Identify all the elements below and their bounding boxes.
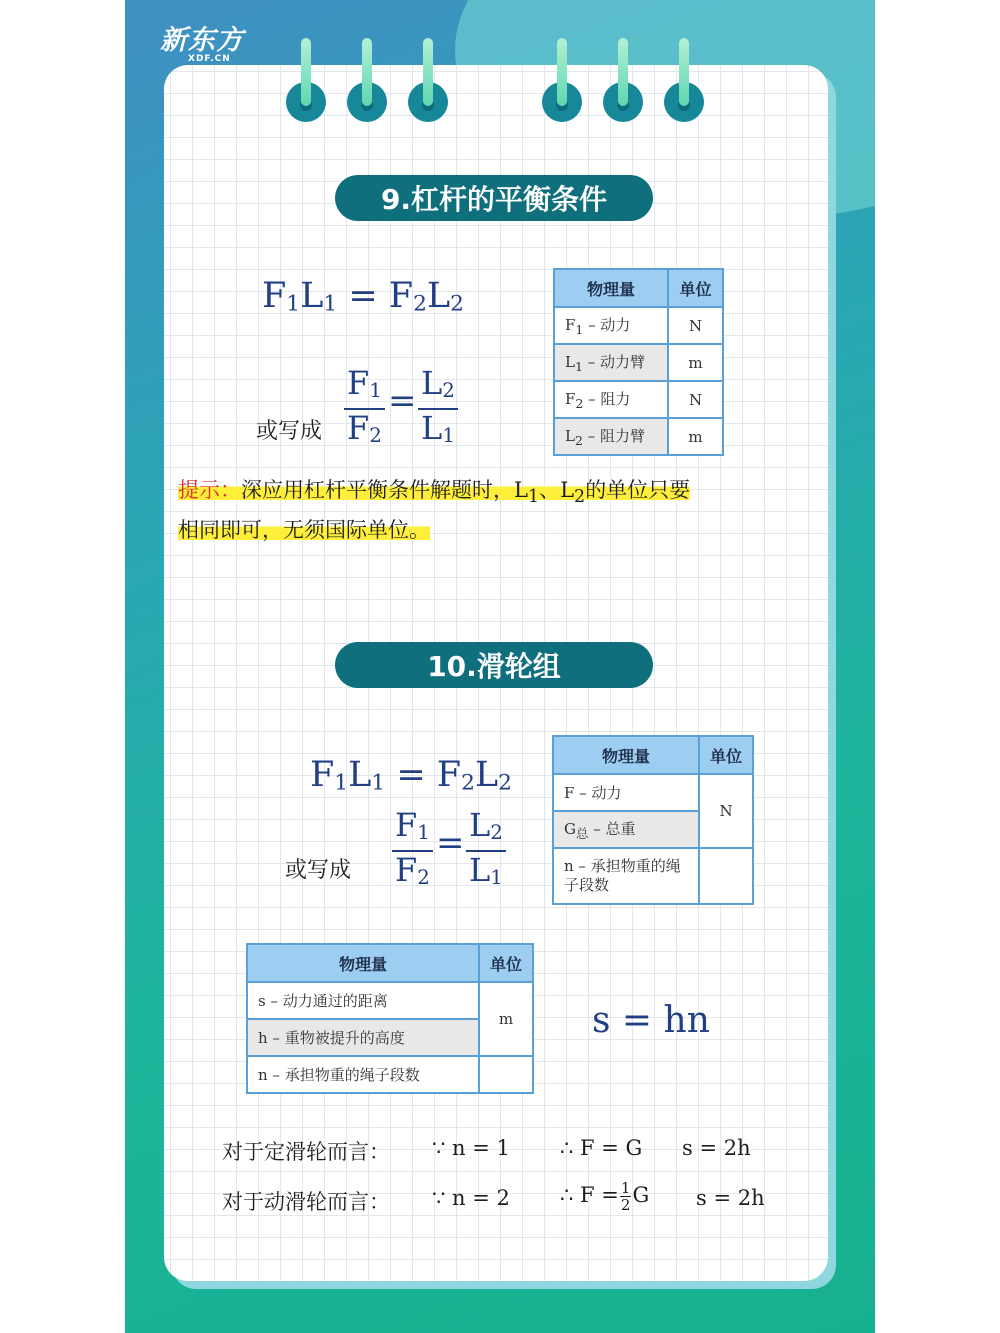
binder-hook-icon: [301, 38, 311, 106]
lever-formula: $F_1L_1 = F_2L_2$: [262, 276, 464, 317]
movable-pulley-line: 对于动滑轮而言：: [222, 1190, 390, 1214]
fixed-pulley-therefore: ∴ F = G: [560, 1136, 643, 1160]
half-fraction: $\frac{1}{2}$: [620, 1179, 631, 1214]
pulley-formula: $F_1L_1 = F_2L_2$: [310, 755, 512, 796]
distance-quantity-table: [246, 943, 534, 1094]
binder-hook-icon: [362, 38, 372, 106]
table-header-quantity: 物理量: [554, 269, 668, 307]
movable-pulley-because: ∵ n = 2: [432, 1186, 510, 1210]
or-write-label: 或写成: [285, 858, 352, 883]
binder-hook-icon: [679, 38, 689, 106]
table-row: $L_2$ – 阻力臂 m: [554, 418, 723, 455]
movable-pulley-therefore: ∴ F = $\frac{1}{2}$ G: [560, 1179, 650, 1214]
table-row: h – 重物被提升的高度: [247, 1019, 533, 1056]
table-row: $L_1$ – 动力臂 m: [554, 344, 723, 381]
table-row: n – 承担物重的绳子段数: [553, 848, 753, 904]
logo-site: XDF.CN: [188, 54, 231, 64]
hint-line-2: 相同即可，无须国际单位。: [178, 518, 430, 543]
s-equals-hn-formula: s = hn: [592, 1000, 710, 1041]
fixed-pulley-line: 对于定滑轮而言：: [222, 1140, 390, 1164]
fraction-f1-f2: $\frac{F_1}{F_2}$: [392, 808, 433, 896]
binder-hook-icon: [618, 38, 628, 106]
hint-label: 提示：: [178, 478, 241, 502]
table-row: $F_2$ – 阻力 N: [554, 381, 723, 418]
table-row: $F_1$ – 动力 N: [554, 307, 723, 344]
equals-sign: =: [436, 823, 465, 863]
table-header-quantity: 物理量: [553, 736, 699, 774]
section-title-lever: 9.杠杆的平衡条件: [335, 175, 653, 221]
movable-pulley-distance: s = 2h: [696, 1186, 765, 1210]
pulley-quantity-table: [552, 735, 754, 905]
logo-name: 新东方: [160, 25, 244, 56]
table-header-unit: 单位: [479, 944, 533, 982]
table-row: F – 动力 N: [553, 774, 753, 811]
table-header-quantity: 物理量: [247, 944, 479, 982]
table-row: n – 承担物重的绳子段数: [247, 1056, 533, 1093]
brand-logo: [160, 18, 244, 64]
binder-hook-icon: [423, 38, 433, 106]
hint-note: 提示：深应用杠杆平衡条件解题时，$L_1$、$L_2$的单位只要 相同即可，无须国际单位。: [178, 478, 691, 543]
fixed-pulley-distance: s = 2h: [682, 1136, 751, 1160]
table-header-unit: 单位: [699, 736, 753, 774]
table-row: s – 动力通过的距离 m: [247, 982, 533, 1019]
equals-sign: =: [388, 381, 417, 421]
fraction-l2-l1: $\frac{L_2}{L_1}$: [418, 366, 458, 454]
table-header-unit: 单位: [668, 269, 723, 307]
lever-quantity-table: [553, 268, 724, 456]
or-write-label: 或写成: [256, 419, 323, 444]
table-row: $G_总$ – 总重: [553, 811, 753, 848]
section-title-pulley: 10.滑轮组: [335, 642, 653, 688]
fixed-pulley-because: ∵ n = 1: [432, 1136, 510, 1160]
fraction-l2-l1: $\frac{L_2}{L_1}$: [466, 808, 506, 896]
fraction-f1-f2: $\frac{F_1}{F_2}$: [344, 366, 385, 454]
binder-hook-icon: [557, 38, 567, 106]
